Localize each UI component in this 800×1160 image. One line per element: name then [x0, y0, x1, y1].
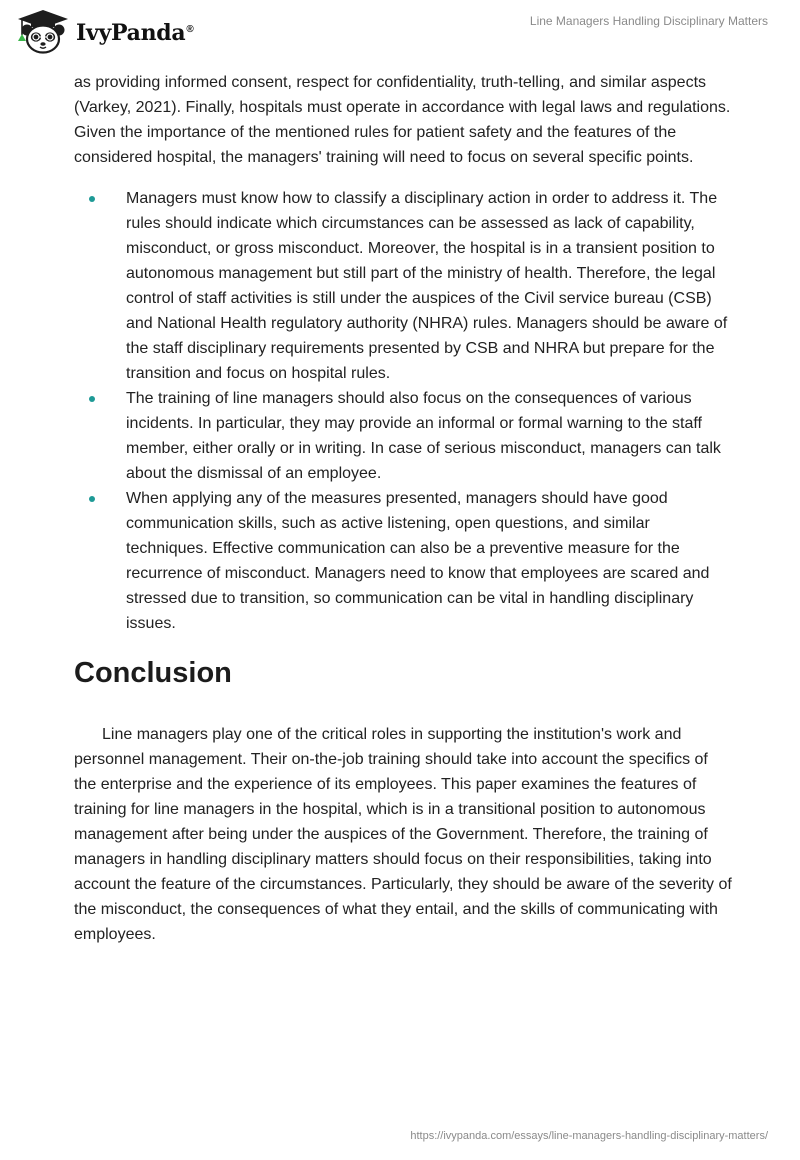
bullet-dot-icon [89, 196, 95, 202]
source-url-link[interactable]: https://ivypanda.com/essays/line-managers-handling-disciplinary-matters/ [410, 1130, 768, 1142]
panda-graduate-icon [14, 8, 70, 54]
logo-wordmark [76, 20, 193, 46]
list-item-text: The training of line managers should also focus on the consequences of various incidents. In particular, they may provide an informal or formal warning to the staff member, either orally or in writing. In case of serious misconduct, managers can talk about the dismissal of an employee. [126, 390, 721, 482]
registered-mark: ® [186, 23, 194, 35]
brand-name: IvyPanda [76, 20, 186, 46]
intro-paragraph: as providing informed consent, respect for confidentiality, truth-telling, and similar aspects (Varkey, 2021). Finally, hospitals must operate in accordance with legal laws and regulations. Given the importance of the mentioned rules for patient safety and the features of the considered hospital, the managers' training will need to focus on several specific points. [74, 74, 731, 166]
list-item-text: Managers must know how to classify a disciplinary action in order to address it. The rules should indicate which circumstances can be assessed as lack of capability, misconduct, or gross misconduct. Moreover, the hospital is in a transient position to autonomous management but still part of the ministry of health. Therefore, the legal control of staff activities is still under the auspices of the Civil service bureau (CSB) and National Health regulatory authority (NHRA) rules. Managers should be aware of the staff disciplinary requirements presented by CSB and NHRA but prepare for the transition and focus on hospital rules. [126, 190, 728, 382]
list-item [74, 186, 734, 386]
document-title: Line Managers Handling Disciplinary Matters [529, 14, 768, 28]
list-item [74, 386, 734, 486]
conclusion-paragraph: Line managers play one of the critical roles in supporting the institution's work and personnel management. Their on-the-job training should take into account the specifics of the enterprise and the experience of its employees. This paper examines the features of training for line managers in the hospital, which is in a transitional position to autonomous management after being under the auspices of the Government. Therefore, the training of managers in handling disciplinary matters should focus on their responsibilities, taking into account the feature of the circumstances. Particularly, they should be aware of the severity of the misconduct, the consequences of what they entail, and the skills of communicating with employees. [74, 726, 732, 943]
essay-content [74, 70, 734, 947]
bullet-dot-icon [89, 396, 95, 402]
list-item-text: When applying any of the measures presented, managers should have good communication skills, such as active listening, open questions, and similar techniques. Effective communication can also be a preventive measure for the recurrence of misconduct. Managers need to know that employees are scared and stressed due to transition, so communication can be vital in handling disciplinary issues. [126, 490, 710, 632]
page-header [0, 0, 800, 70]
bullet-dot-icon [89, 496, 95, 502]
list-item [74, 486, 734, 636]
ivypanda-logo[interactable] [14, 8, 193, 54]
bullet-list [74, 186, 734, 636]
conclusion-heading: Conclusion [74, 657, 232, 689]
